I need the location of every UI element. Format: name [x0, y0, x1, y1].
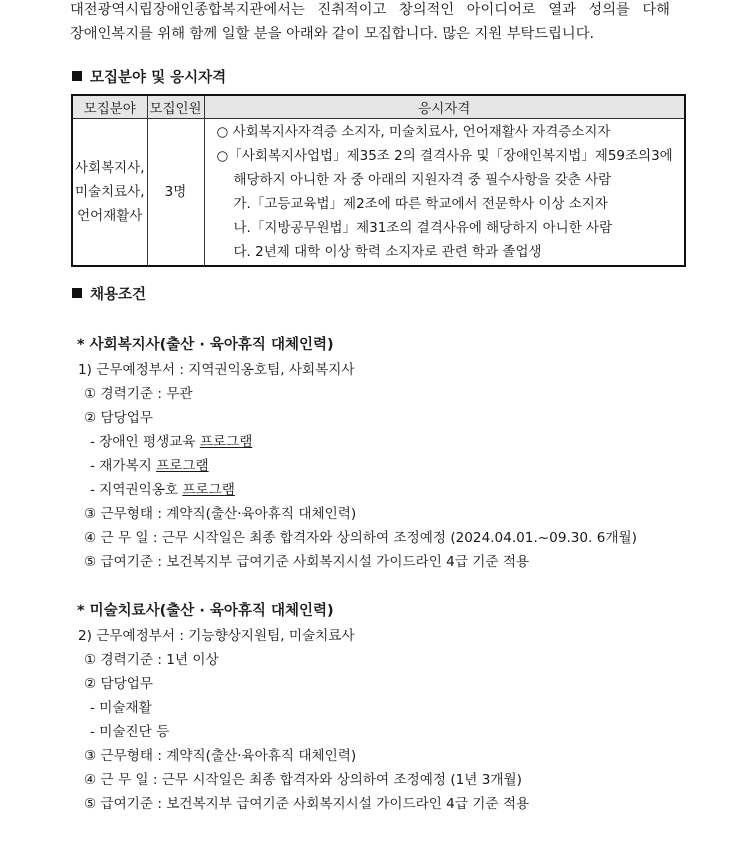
qualification-cell	[204, 119, 685, 267]
table-header-row	[72, 95, 685, 119]
task-text: - 재가복지	[90, 458, 157, 474]
job2-task: - 미술재활	[90, 700, 152, 716]
job2-work-type: ③ 근무형태 : 계약직(출산·육아휴직 대체인력)	[84, 748, 357, 764]
job1-task	[90, 454, 209, 474]
job1-work-type: ③ 근무형태 : 계약직(출산·육아휴직 대체인력)	[84, 506, 357, 522]
square-bullet-icon	[72, 288, 82, 298]
task-text: - 장애인 평생교육	[90, 434, 200, 450]
section-recruitment-heading	[72, 66, 226, 87]
job1-salary: ⑤ 급여기준 : 보건복지부 급여기준 사회복지시설 가이드라인 4급 기준 적용	[84, 554, 530, 570]
field-line: 미술치료사,	[75, 184, 145, 200]
intro-line-2: 장애인복지를 위해 함께 일할 분을 아래와 같이 모집합니다. 많은 지원 부탁드립니다.	[70, 26, 595, 42]
task-underlined: 프로그램	[199, 434, 253, 450]
header-qualification: 응시자격	[204, 95, 685, 119]
job1-title: * 사회복지사(출산 · 육아휴직 대체인력)	[77, 337, 334, 353]
qualification-item: 해당하지 아니한 자 중 아래의 지원자격 중 필수사항을 갖춘 사람	[233, 172, 612, 188]
intro-line-1: 대전광역시립장애인종합복지관에서는 진취적이고 창의적인 아이디어로 열과 성의를 다해	[70, 2, 670, 18]
recruitment-table	[71, 94, 686, 267]
job2-title: * 미술치료사(출산 · 육아휴직 대체인력)	[77, 603, 334, 619]
section-conditions-title: 채용조건	[90, 287, 147, 303]
qualification-item: ○「사회복지사업법」제35조 2의 결격사유 및「장애인복지법」제59조의3에	[216, 148, 673, 164]
qualification-item: 나.「지방공무원법」제31조의 결격사유에 해당하지 아니한 사람	[233, 220, 613, 236]
job2-salary: ⑤ 급여기준 : 보건복지부 급여기준 사회복지시설 가이드라인 4급 기준 적용	[84, 796, 530, 812]
header-field: 모집분야	[72, 95, 147, 119]
square-bullet-icon	[72, 71, 82, 81]
job1-task	[90, 430, 252, 450]
intro-paragraph	[70, 0, 670, 46]
job2-task: - 미술진단 등	[90, 724, 170, 740]
job1-work-period: ④ 근 무 일 : 근무 시작일은 최종 합격자와 상의하여 조정예정 (2024.04.01.~09.30. 6개월)	[84, 530, 637, 546]
section-conditions-heading	[72, 283, 146, 304]
job1-task	[90, 478, 235, 498]
field-line: 언어재활사	[77, 208, 143, 224]
task-text: - 지역권익옹호	[90, 482, 183, 498]
table-row	[72, 119, 685, 267]
job2-career: ① 경력기준 : 1년 이상	[84, 652, 219, 668]
section-recruitment-title: 모집분야 및 응시자격	[90, 70, 227, 86]
task-underlined: 프로그램	[182, 482, 235, 498]
qualification-item: 가.「고등교육법」제2조에 따른 학교에서 전문학사 이상 소지자	[233, 196, 608, 212]
job2-work-period: ④ 근 무 일 : 근무 시작일은 최종 합격자와 상의하여 조정예정 (1년 3개월)	[84, 772, 522, 788]
job1-department: 1) 근무예정부서 : 지역권익옹호팀, 사회복지사	[78, 362, 355, 378]
job2-department: 2) 근무예정부서 : 기능향상지원팀, 미술치료사	[78, 628, 355, 644]
header-count: 모집인원	[147, 95, 204, 119]
qualification-item: 다. 2년제 대학 이상 학력 소지자로 관련 학과 졸업생	[233, 244, 542, 260]
task-underlined: 프로그램	[156, 458, 209, 474]
field-cell	[72, 119, 147, 267]
count-cell: 3명	[147, 119, 204, 267]
field-line: 사회복지사,	[75, 160, 145, 176]
job1-duty-heading: ② 담당업무	[84, 410, 154, 426]
job1-career: ① 경력기준 : 무관	[84, 386, 193, 402]
qualification-item: ○ 사회복지사자격증 소지자, 미술치료사, 언어재활사 자격증소지자	[216, 124, 611, 140]
job2-duty-heading: ② 담당업무	[84, 676, 154, 692]
